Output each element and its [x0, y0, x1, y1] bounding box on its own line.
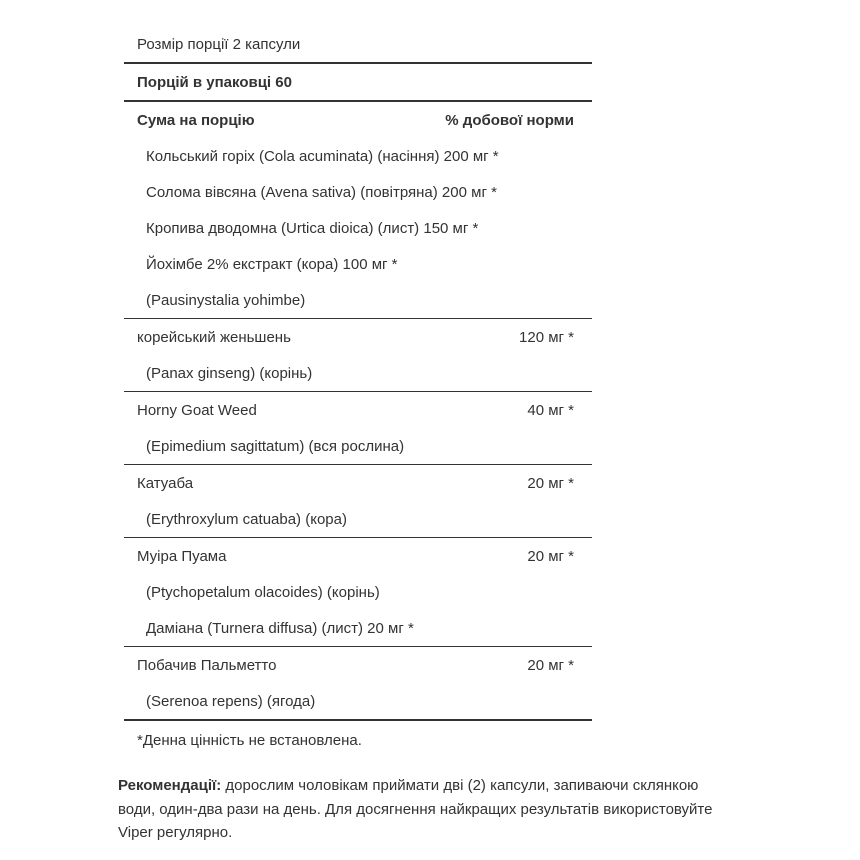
ingredient-text: Солома вівсяна (Avena sativa) (повітряна) 200 мг *	[146, 183, 497, 201]
ingredient-name: Побачив Пальметто	[137, 656, 277, 674]
ingredient-row	[124, 174, 592, 210]
ingredient-row-goat-weed	[124, 392, 592, 428]
supplement-facts-table	[124, 26, 592, 759]
ingredient-row	[124, 210, 592, 246]
ingredient-text: (Pausinystalia yohimbe)	[146, 291, 306, 309]
ingredient-latin: (Serenoa repens) (ягода)	[146, 692, 316, 710]
ingredient-text: Кропива дводомна (Urtica dioica) (лист) 150 мг *	[146, 219, 479, 237]
ingredient-row	[124, 282, 592, 318]
ingredient-amount: 20 мг *	[527, 656, 574, 674]
ingredient-latin-row	[124, 683, 592, 719]
ingredient-amount: 40 мг *	[527, 401, 574, 419]
table-header	[124, 102, 592, 138]
ingredient-row-saw-palmetto	[124, 647, 592, 683]
ingredient-latin-row	[124, 574, 592, 610]
ingredient-latin-row	[124, 428, 592, 464]
recommendation-paragraph	[118, 774, 738, 845]
ingredient-row-catuaba	[124, 465, 592, 501]
ingredient-row	[124, 138, 592, 174]
serving-size-text: Розмір порції 2 капсули	[137, 35, 301, 53]
ingredient-amount: 20 мг *	[527, 474, 574, 492]
ingredient-row-damiana	[124, 610, 592, 646]
ingredient-row-ginseng	[124, 319, 592, 355]
serving-size	[124, 26, 592, 62]
footnote	[124, 721, 592, 759]
servings-per-container-text: Порцій в упаковці 60	[137, 73, 292, 91]
ingredient-latin: (Epimedium sagittatum) (вся рослина)	[146, 437, 405, 455]
ingredient-amount: 120 мг *	[519, 328, 574, 346]
ingredient-name: Horny Goat Weed	[137, 401, 257, 419]
amount-per-serving-header: Сума на порцію	[137, 111, 255, 129]
recommendation-label: Рекомендації:	[118, 777, 222, 794]
ingredient-name: Катуаба	[137, 474, 194, 492]
footnote-text: *Денна цінність не встановлена.	[137, 731, 362, 749]
ingredient-latin: (Ptychopetalum olacoides) (корінь)	[146, 583, 380, 601]
ingredient-row-muira-puama	[124, 538, 592, 574]
ingredient-text: Йохімбе 2% екстракт (кора) 100 мг *	[146, 255, 398, 273]
ingredient-latin: (Panax ginseng) (корінь)	[146, 364, 313, 382]
ingredient-amount: 20 мг *	[527, 547, 574, 565]
ingredient-name: корейський женьшень	[137, 328, 291, 346]
ingredient-latin-row	[124, 501, 592, 537]
daily-value-header: % добової норми	[445, 111, 574, 129]
servings-per-container	[124, 64, 592, 100]
ingredient-latin-row	[124, 355, 592, 391]
recommendation-text: дорослим чоловікам приймати дві (2) капсули, запиваючи склянкою води, один-два рази на день. Для досягнення найкращих результатів використовуйте Viper регулярно.	[118, 777, 713, 841]
ingredient-name: Муіра Пуама	[137, 547, 227, 565]
ingredient-row	[124, 246, 592, 282]
ingredient-text: Кольський горіх (Cola acuminata) (насіння) 200 мг *	[146, 147, 499, 165]
ingredient-latin: (Erythroxylum catuaba) (кора)	[146, 510, 347, 528]
ingredient-text: Даміана (Turnera diffusa) (лист) 20 мг *	[146, 619, 414, 637]
